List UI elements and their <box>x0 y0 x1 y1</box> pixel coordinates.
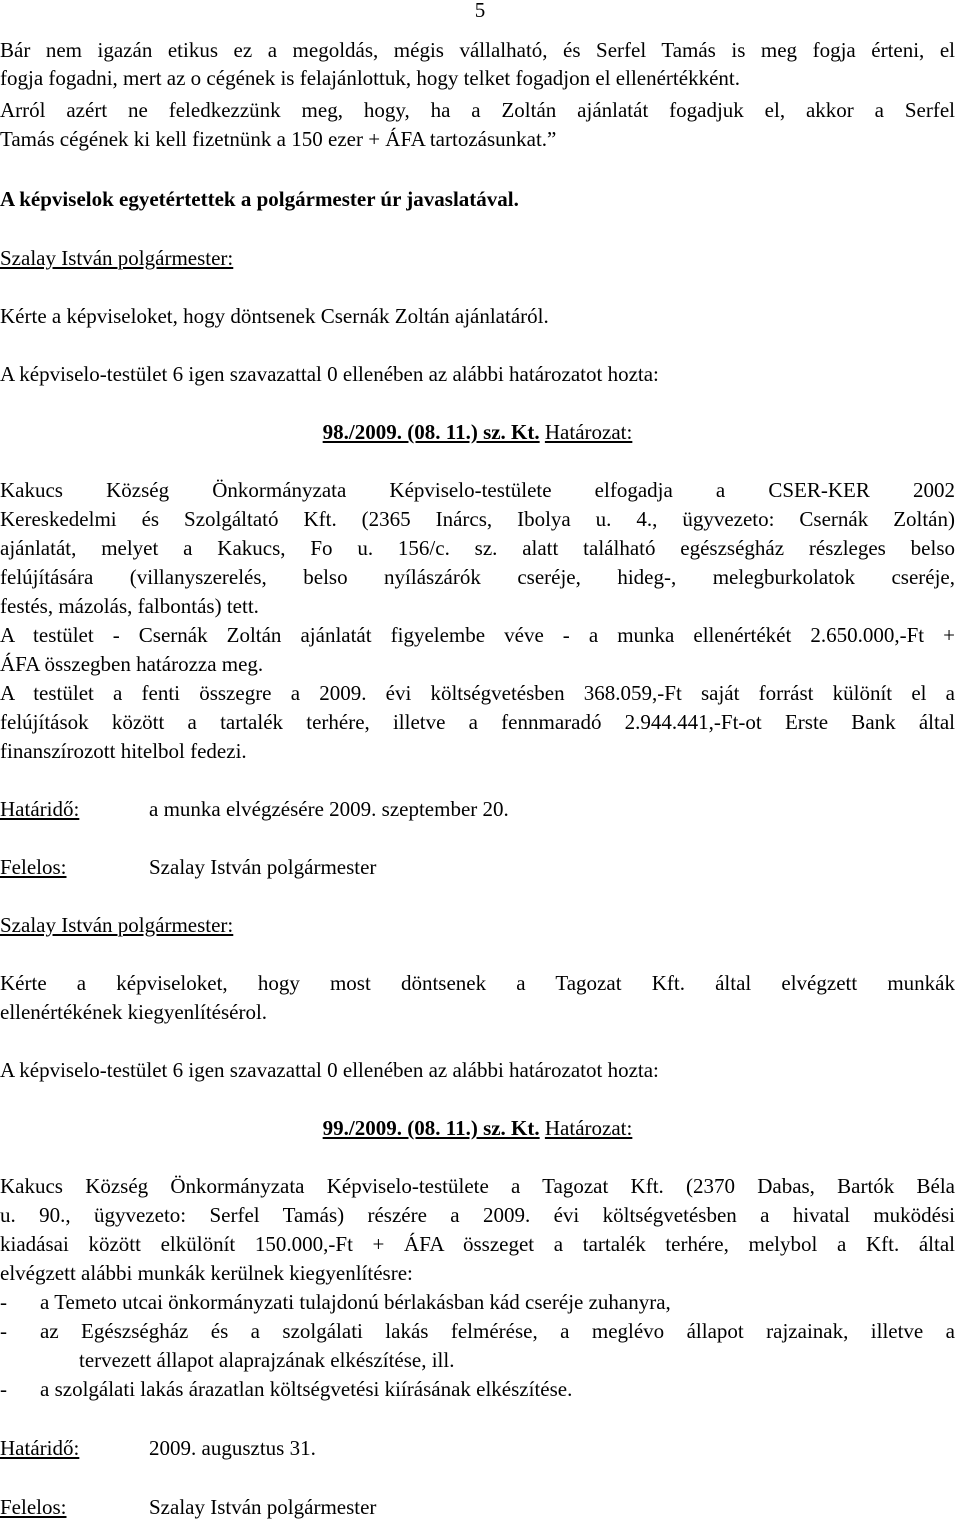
request-text: ellenértékének kiegyenlítésérol. <box>0 1000 268 1024</box>
text-line: Bár nem igazán etikus ez a megoldás, mégis vállalható, és Serfel Tamás is meg fogja érteni, el <box>0 38 955 62</box>
list-dash: - <box>0 1319 7 1343</box>
vote-statement: A képviselo-testület 6 igen szavazattal 0 ellenében az alábbi határozatot hozta: <box>0 1058 659 1082</box>
responsible-value: Szalay István polgármester <box>149 1495 377 1519</box>
request-text: Kérte a képviseloket, hogy most döntsenek a Tagozat Kft. által elvégzett munkák <box>0 971 955 995</box>
resolution-title: Határozat: <box>544 420 633 444</box>
agreement-statement: A képviselok egyetértettek a polgármester úr javaslatával. <box>0 187 519 211</box>
page-number: 5 <box>474 0 486 22</box>
resolution-line: A testület - Csernák Zoltán ajánlatát figyelembe véve - a munka ellenértékét 2.650.000,-Ft + <box>0 623 955 647</box>
list-item <box>0 1317 955 1345</box>
list-item-text: a Temeto utcai önkormányzati tulajdonú bérlakásban kád cseréje zuhanyra, <box>40 1290 671 1314</box>
text-line: fogja fogadni, mert az o cégének is felajánlottuk, hogy telket fogadjon el ellenértékként. <box>0 66 740 90</box>
resolution-heading <box>0 1114 955 1142</box>
resolution-line: kiadásai között elkülönít 150.000,-Ft + ÁFA összeget a tartalék terhére, melybol a Kft. által <box>0 1232 955 1256</box>
list-item-text: az Egészségház és a szolgálati lakás felmérése, a meglévo állapot rajzainak, illetve a <box>40 1319 955 1343</box>
resolution-number: 99./2009. (08. 11.) sz. Kt. <box>322 1116 540 1140</box>
responsible-row <box>0 853 955 881</box>
resolution-line: Kereskedelmi és Szolgáltató Kft. (2365 Inárcs, Ibolya u. 4., ügyvezeto: Csernák Zoltán) <box>0 507 955 531</box>
list-item-text: a szolgálati lakás árazatlan költségvetési kiírásának elkészítése. <box>40 1377 573 1401</box>
resolution-line: festés, mázolás, falbontás) tett. <box>0 594 259 618</box>
responsible-value: Szalay István polgármester <box>149 855 377 879</box>
resolution-line: Kakucs Község Önkormányzata Képviselo-testülete a Tagozat Kft. (2370 Dabas, Bartók Béla <box>0 1174 955 1198</box>
responsible-label: Felelos: <box>0 1495 67 1519</box>
deadline-row <box>0 795 955 823</box>
deadline-value: a munka elvégzésére 2009. szeptember 20. <box>149 797 509 821</box>
resolution-line: A testület a fenti összegre a 2009. évi költségvetésben 368.059,-Ft saját forrást különít el a <box>0 681 955 705</box>
resolution-line: felújítására (villanyszerelés, belso nyílászárók cseréje, hideg-, melegburkolatok cseréje, <box>0 565 955 589</box>
resolution-line: felújítások között a tartalék terhére, illetve a fennmaradó 2.944.441,-Ft-ot Erste Bank által <box>0 710 955 734</box>
deadline-label: Határidő: <box>0 797 80 821</box>
vote-statement: A képviselo-testület 6 igen szavazattal 0 ellenében az alábbi határozatot hozta: <box>0 362 659 386</box>
resolution-line: elvégzett alábbi munkák kerülnek kiegyenlítésre: <box>0 1261 413 1285</box>
responsible-row <box>0 1493 955 1521</box>
resolution-line: finanszírozott hitelbol fedezi. <box>0 739 247 763</box>
resolution-line: u. 90., ügyvezeto: Serfel Tamás) részére a 2009. évi költségvetésben a hivatal muködési <box>0 1203 955 1227</box>
deadline-row <box>0 1434 955 1462</box>
resolution-line: ÁFA összegben határozza meg. <box>0 652 264 676</box>
resolution-heading <box>0 418 955 446</box>
list-item <box>0 1375 955 1403</box>
speaker-heading: Szalay István polgármester: <box>0 246 234 270</box>
speaker-heading: Szalay István polgármester: <box>0 913 234 937</box>
list-dash: - <box>0 1290 7 1314</box>
resolution-line: ajánlatát, melyet a Kakucs, Fo u. 156/c. sz. alatt található egészségház részleges belso <box>0 536 955 560</box>
list-item <box>0 1288 955 1316</box>
request-text: Kérte a képviseloket, hogy döntsenek Csernák Zoltán ajánlatáról. <box>0 304 549 328</box>
deadline-value: 2009. augusztus 31. <box>149 1436 316 1460</box>
deadline-label: Határidő: <box>0 1436 80 1460</box>
responsible-label: Felelos: <box>0 855 67 879</box>
list-dash: - <box>0 1377 7 1401</box>
resolution-line: Kakucs Község Önkormányzata Képviselo-testülete elfogadja a CSER-KER 2002 <box>0 478 955 502</box>
text-line: Tamás cégének ki kell fizetnünk a 150 ezer + ÁFA tartozásunkat.” <box>0 127 557 151</box>
resolution-title: Határozat: <box>544 1116 633 1140</box>
list-item-continuation: tervezett állapot alaprajzának elkészítése, ill. <box>79 1348 455 1372</box>
resolution-number: 98./2009. (08. 11.) sz. Kt. <box>322 420 540 444</box>
text-line: Arról azért ne feledkezzünk meg, hogy, ha a Zoltán ajánlatát fogadjuk el, akkor a Serfel <box>0 98 955 122</box>
